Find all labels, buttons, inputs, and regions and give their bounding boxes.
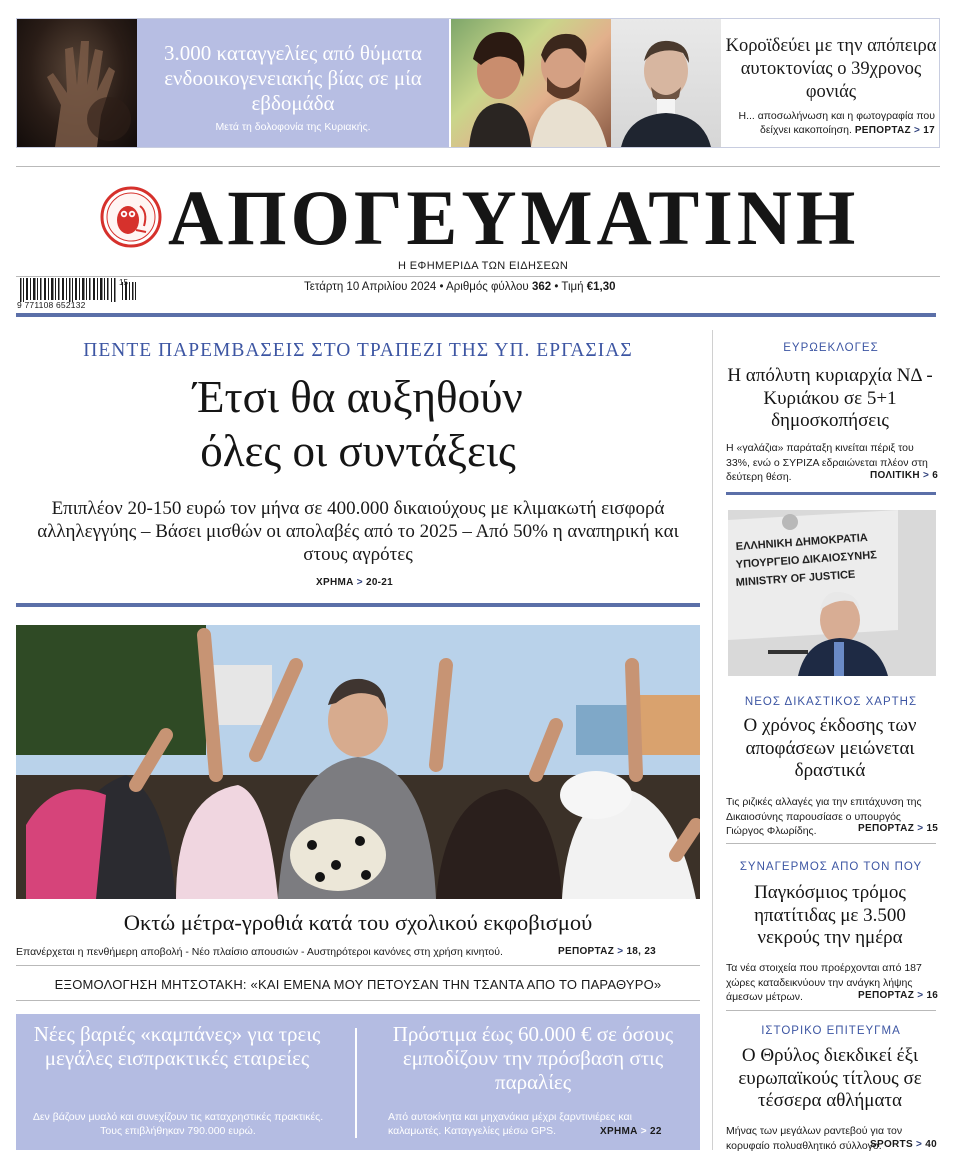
sidebar-s4-kicker: ΙΣΤΟΡΙΚΟ ΕΠΙΤΕΥΓΜΑ (761, 1025, 901, 1037)
man-portrait-illustration (611, 19, 721, 147)
photo-story-ref[interactable] (558, 946, 656, 957)
promo-right-caption (725, 109, 935, 138)
divider-rule (16, 1000, 700, 1001)
sidebar-rule (726, 1010, 936, 1011)
ref-label: SPORTS (870, 1139, 913, 1150)
masthead-rule-top (16, 166, 940, 167)
ref-arrow: > (917, 823, 924, 834)
sidebar-s1-kicker: ΕΥΡΩΕΚΛΟΓΕΣ (783, 342, 879, 354)
ref-label: ΠΟΛΙΤΙΚΗ (870, 470, 920, 481)
lead-rule (16, 603, 700, 607)
sidebar-rule (726, 492, 936, 495)
bottom-right-ref[interactable] (600, 1126, 662, 1137)
main-news-photo[interactable] (16, 625, 700, 899)
owl-icon (100, 186, 162, 248)
lead-deck: Επιπλέον 20-150 ευρώ τον μήνα σε 400.000 δικαιούχους με κλιμακωτή εισφορά αλληλεγγύης – Βάσει μισθών οι απολαβές από το 2025 – Από 50% η αναπηρική και στους αγρότες (37, 498, 679, 565)
bottom-right-caption: Από αυτοκίνητα και μηχανάκια μέχρι ξαρντινιέρες και καλαμωτές. Καταγγελίες μέσω GPS. (388, 1111, 632, 1137)
justice-minister-photo[interactable] (728, 510, 936, 676)
photo-story-headline[interactable]: Οκτώ μέτρα-γροθιά κατά του σχολικού εκφοβισμού (123, 910, 593, 935)
ref-arrow: > (640, 1126, 647, 1137)
ref-page: 15 (926, 823, 939, 834)
ref-arrow: > (617, 946, 624, 957)
lead-headline[interactable] (16, 370, 700, 478)
bottom-box-divider (355, 1028, 357, 1138)
bottom-left-title[interactable]: Νέες βαριές «καμπάνες» για τρεις μεγάλες εισπρακτικές εταιρείες (33, 1022, 321, 1070)
owl-seal-logo[interactable] (100, 186, 162, 248)
lead-headline-line1: Έτσι θα αυξηθούν (193, 372, 523, 422)
ref-label: ΡΕΠΟΡΤΑΖ (858, 823, 915, 834)
ref-page: 18, 23 (626, 946, 657, 957)
sidebar-column-rule (712, 330, 713, 1150)
top-promo-strip (16, 18, 940, 148)
promo-left-title: 3.000 καταγγελίες από θύματα ενδοοικογενειακής βίας σε μία εβδομάδα (163, 41, 423, 115)
ref-page: 6 (932, 470, 939, 481)
sidebar-s2-text: Τις ριζικές αλλαγές για την επιτάχυνση της Δικαιοσύνης παρουσίασε ο υπουργός Γιώργος Φλωρίδης. (726, 796, 922, 837)
ref-label: ΡΕΠΟΡΤΑΖ (854, 125, 911, 136)
newspaper-tagline: Η ΕΦΗΜΕΡΙΔΑ ΤΩΝ ΕΙΔΗΣΕΩΝ (398, 260, 569, 272)
ref-page: 22 (649, 1126, 662, 1137)
sign-line-2: ΥΠΟΥΡΓΕΙΟ ΔΙΚΑΙΟΣΥΝΗΣ (735, 549, 878, 571)
sidebar-s2-title[interactable]: Ο χρόνος έκδοσης των αποφάσεων μειώνεται δραστικά (743, 715, 917, 781)
promo-right-title: Κοροϊδεύει με την απόπειρα αυτοκτονίας ο 39χρονος φονιάς (725, 36, 937, 102)
issue-number: 362 (531, 281, 552, 293)
promo-left-box[interactable] (137, 19, 449, 147)
bottom-right-title[interactable]: Πρόστιμα έως 60.000 € σε όσους εμποδίζουν την πρόσβαση στις παραλίες (392, 1022, 674, 1094)
barcode-digits (17, 300, 86, 310)
promo-couple-photo[interactable] (451, 19, 611, 147)
divider-rule (16, 965, 700, 966)
ref-page: 40 (925, 1139, 937, 1150)
raised-hand-illustration (17, 19, 137, 147)
separator-dot: • (439, 281, 447, 293)
sidebar-s3-ref[interactable] (858, 990, 938, 1001)
promo-right-ref[interactable] (855, 125, 935, 136)
sidebar-s1-ref[interactable] (870, 470, 938, 481)
sidebar-s3-text: Τα νέα στοιχεία που προέρχονται από 187 χώρες καταδεικνύουν την ανάγκη λήψης άμεσων μέτρων. (726, 962, 922, 1003)
masthead-rule-blue (16, 313, 936, 317)
ref-arrow: > (923, 470, 930, 481)
ref-arrow: > (914, 125, 921, 136)
promo-portrait-photo[interactable] (611, 19, 721, 147)
ref-page: 20-21 (365, 577, 394, 588)
lead-ref[interactable] (316, 577, 393, 588)
ref-label: ΧΡΗΜΑ (316, 577, 354, 588)
promo-left-photo[interactable] (17, 19, 137, 147)
sidebar-s1-title[interactable]: Η απόλυτη κυριαρχία ΝΔ - Κυριάκου σε 5+1 δημοσκοπήσεις (727, 365, 933, 431)
barcode-number: 9 771108 652132 (17, 300, 86, 310)
barcode-suffix: 15 (119, 278, 128, 287)
sidebar-s2-ref[interactable] (858, 823, 938, 834)
price-label: Τιμή (561, 281, 584, 293)
bottom-left-caption: Δεν βάζουν μυαλό και συνεχίζουν τις καταχρηστικές πρακτικές. Τους επιβλήθηκαν 790.000 ευρώ. (32, 1111, 324, 1137)
photo-story-caption: Επανέρχεται η πενθήμερη αποβολή - Νέο πλαίσιο απουσιών - Αυστηρότεροι κανόνες στη χρήση κινητού. (16, 946, 503, 958)
promo-right-text[interactable] (721, 19, 941, 147)
quote-headline[interactable]: ΕΞΟΜΟΛΟΓΗΣΗ ΜΗΤΣΟΤΑΚΗ: «ΚΑΙ ΕΜΕΝΑ ΜΟΥ ΠΕΤΟΥΣΑΝ ΤΗΝ ΤΣΑΝΤΑ ΑΠΟ ΤΟ ΠΑΡΑΘΥΡΟ» (54, 977, 662, 992)
ministry-sign-illustration (728, 510, 936, 676)
issue-number-label: Αριθμός φύλλου (446, 281, 529, 293)
ref-arrow: > (356, 577, 363, 588)
issue-date: Τετάρτη 10 Απριλίου 2024 (304, 281, 437, 293)
newspaper-title[interactable]: ΑΠΟΓΕΥΜΑΤΙΝΗ (168, 174, 860, 261)
sidebar-s4-ref[interactable] (870, 1139, 937, 1150)
separator-dot: • (554, 281, 562, 293)
lead-kicker: ΠΕΝΤΕ ΠΑΡΕΜΒΑΣΕΙΣ ΣΤΟ ΤΡΑΠΕΖΙ ΤΗΣ ΥΠ. ΕΡΓΑΣΙΑΣ (83, 340, 633, 361)
ref-arrow: > (916, 1139, 923, 1150)
price: €1,30 (586, 281, 616, 293)
sidebar-s3-title[interactable]: Παγκόσμιος τρόμος ηπατίτιδας με 3.500 νεκρούς την ημέρα (754, 882, 906, 948)
sidebar-s4-text: Μήνας των μεγάλων ραντεβού για τον κορυφαίο πολυαθλητικό σύλλογο. (726, 1125, 903, 1152)
ref-label: ΡΕΠΟΡΤΑΖ (558, 946, 615, 957)
sign-line-1: ΕΛΛΗΝΙΚΗ ΔΗΜΟΚΡΑΤΙΑ (735, 531, 869, 553)
ref-label: ΡΕΠΟΡΤΑΖ (858, 990, 915, 1001)
issue-info-line (304, 281, 616, 293)
sidebar-s1-text: Η «γαλάζια» παράταξη κινείται πέριξ του 33%, ενώ ο ΣΥΡΙΖΑ εδραιώνεται πλέον στη δεύτερη θέση. (726, 442, 928, 483)
couple-illustration (451, 19, 611, 147)
sidebar-s3-kicker: ΣΥΝΑΓΕΡΜΟΣ ΑΠΟ ΤΟΝ ΠΟΥ (739, 861, 923, 873)
sign-line-3: MINISTRY OF JUSTICE (735, 568, 856, 589)
sidebar-rule (726, 843, 936, 844)
promo-left-caption: Μετά τη δολοφονία της Κυριακής. (215, 121, 371, 133)
ref-arrow: > (917, 990, 924, 1001)
ref-page: 17 (923, 125, 935, 136)
crowd-illustration (16, 625, 700, 899)
ref-label: ΧΡΗΜΑ (600, 1126, 638, 1137)
lead-headline-line2: όλες οι συντάξεις (200, 426, 516, 476)
masthead-rule-mid (16, 276, 940, 277)
sidebar-s2-kicker: ΝΕΟΣ ΔΙΚΑΣΤΙΚΟΣ ΧΑΡΤΗΣ (744, 696, 918, 708)
ref-page: 16 (926, 990, 939, 1001)
promo-right-caption-text: Η... αποσωλήνωση και η φωτογραφία που δείχνει κακοποίηση. (738, 110, 935, 136)
sidebar-s4-title[interactable]: Ο Θρύλος διεκδικεί έξι ευρωπαϊκούς τίτλους σε τέσσερα αθλήματα (738, 1045, 922, 1111)
